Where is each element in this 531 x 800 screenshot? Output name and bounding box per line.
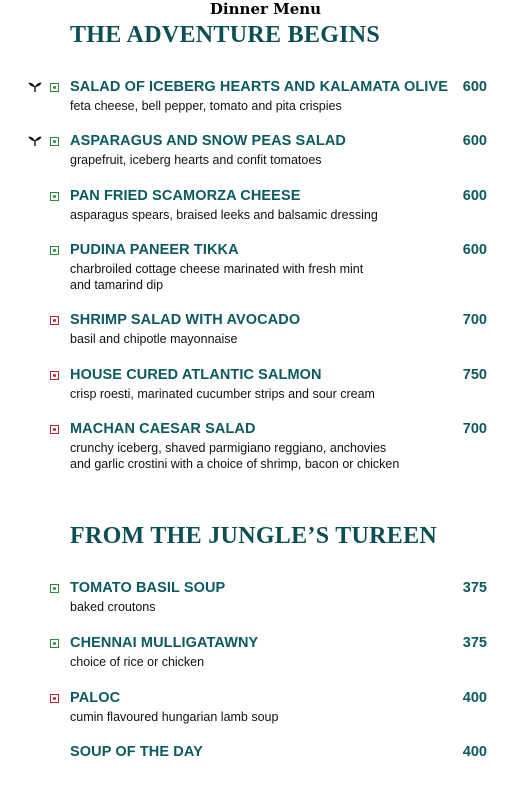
item-name: PALOC: [70, 690, 121, 706]
veg-indicator-icon: [50, 246, 59, 255]
item-price: 600: [462, 242, 487, 258]
non-veg-indicator-icon: [50, 316, 59, 325]
item-price: 700: [462, 421, 487, 437]
veg-indicator-icon: [50, 83, 59, 92]
item-name: SHRIMP SALAD WITH AVOCADO: [70, 312, 301, 328]
item-description: charbroiled cottage cheese marinated with fresh mint and tamarind dip: [70, 262, 364, 292]
item-price: 750: [462, 367, 487, 383]
item-price: 600: [462, 79, 487, 95]
section-title: FROM THE JUNGLE’S TUREEN: [70, 523, 438, 549]
item-price: 400: [462, 690, 487, 706]
non-veg-indicator-icon: [50, 371, 59, 380]
veg-indicator-icon: [50, 639, 59, 648]
item-name: SALAD OF ICEBERG HEARTS AND KALAMATA OLIVE: [70, 79, 448, 95]
item-price: 400: [462, 744, 487, 760]
item-price: 375: [462, 635, 487, 651]
item-description: crunchy iceberg, shaved parmigiano reggiano, anchovies and garlic crostini with a choice of shrimp, bacon or chicken: [70, 441, 400, 471]
non-veg-indicator-icon: [50, 694, 59, 703]
menu-title: Dinner Menu: [209, 0, 322, 18]
leaf-icon: [28, 81, 42, 93]
veg-indicator-icon: [50, 584, 59, 593]
item-description: feta cheese, bell pepper, tomato and pita crispies: [70, 99, 342, 113]
item-description: cumin flavoured hungarian lamb soup: [70, 710, 279, 724]
item-price: 700: [462, 312, 487, 328]
item-name: MACHAN CAESAR SALAD: [70, 421, 256, 437]
item-name: PAN FRIED SCAMORZA CHEESE: [70, 188, 301, 204]
item-description: basil and chipotle mayonnaise: [70, 332, 238, 346]
item-description: choice of rice or chicken: [70, 655, 205, 669]
item-description: baked croutons: [70, 600, 156, 614]
item-description: asparagus spears, braised leeks and balsamic dressing: [70, 208, 378, 222]
item-name: PUDINA PANEER TIKKA: [70, 242, 239, 258]
item-price: 375: [462, 580, 487, 596]
item-name: CHENNAI MULLIGATAWNY: [70, 635, 259, 651]
veg-indicator-icon: [50, 137, 59, 146]
item-description: crisp roesti, marinated cucumber strips and sour cream: [70, 387, 375, 401]
item-name: HOUSE CURED ATLANTIC SALMON: [70, 367, 322, 383]
item-name: TOMATO BASIL SOUP: [70, 580, 226, 596]
item-price: 600: [462, 133, 487, 149]
item-price: 600: [462, 188, 487, 204]
item-name: SOUP OF THE DAY: [70, 744, 203, 760]
leaf-icon: [28, 135, 42, 147]
section-title: THE ADVENTURE BEGINS: [70, 22, 381, 48]
veg-indicator-icon: [50, 192, 59, 201]
item-description: grapefruit, iceberg hearts and confit tomatoes: [70, 153, 322, 167]
item-name: ASPARAGUS AND SNOW PEAS SALAD: [70, 133, 346, 149]
non-veg-indicator-icon: [50, 425, 59, 434]
